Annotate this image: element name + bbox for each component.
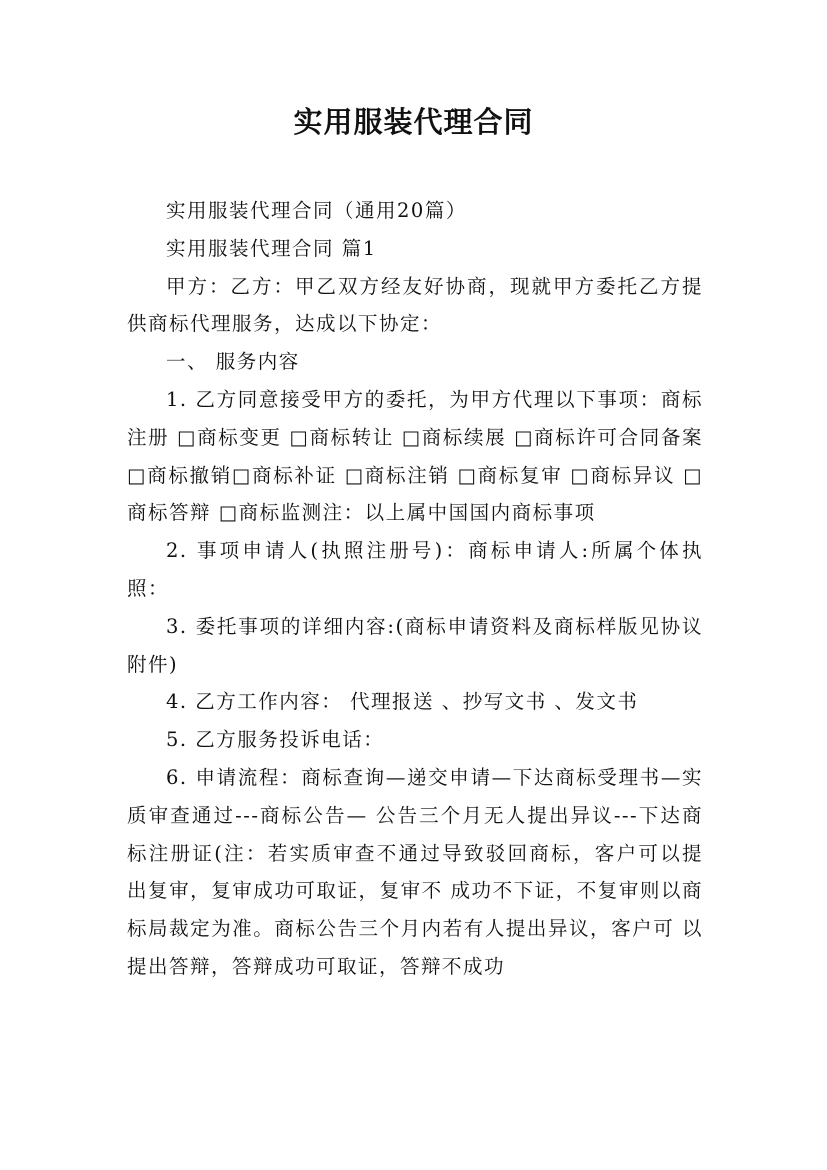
document-body (127, 192, 703, 986)
clause-1-paragraph: 1. 乙方同意接受甲方的委托，为甲方代理以下事项：商标注册 □商标变更 □商标转让 □商标续展 □商标许可合同备案□商标撤销□商标补证 □商标注销 □商标复审 □商标异议 □商标答辩 □商标监测注：以上属中国国内商标事项 (127, 387, 703, 525)
subtitle-paragraph: 实用服装代理合同（通用20篇） (166, 199, 467, 222)
section-heading-paragraph: 实用服装代理合同 篇1 (166, 236, 377, 260)
clause-4-paragraph: 4. 乙方工作内容： 代理报送 、抄写文书 、发文书 (166, 690, 639, 714)
clause-2-paragraph: 2. 事项申请人(执照注册号)：商标申请人:所属个体执照： (127, 539, 703, 600)
parties-paragraph: 甲方：乙方：甲乙双方经友好协商，现就甲方委托乙方提供商标代理服务，达成以下协定： (127, 274, 703, 336)
clause-5-paragraph: 5. 乙方服务投诉电话： (166, 728, 385, 752)
service-content-heading: 一、 服务内容 (166, 350, 300, 374)
document-title: 实用服装代理合同 (293, 105, 534, 139)
clause-3-paragraph: 3. 委托事项的详细内容:(商标申请资料及商标样版见协议附件) (127, 614, 703, 676)
clause-6-paragraph: 6. 申请流程：商标查询—递交申请—下达商标受理书—实质审查通过---商标公告— 公告三个月无人提出异议---下达商标注册证(注：若实质审查不通过导致驳回商标，客户可以提出复审，复审成功可取证，复审不 成功不下证，不复审则以商标局裁定为准。商标公告三个月内若有人提出异议，客户可 以提出答辩，答辩成功可取证，答辩不成功 (127, 765, 703, 978)
